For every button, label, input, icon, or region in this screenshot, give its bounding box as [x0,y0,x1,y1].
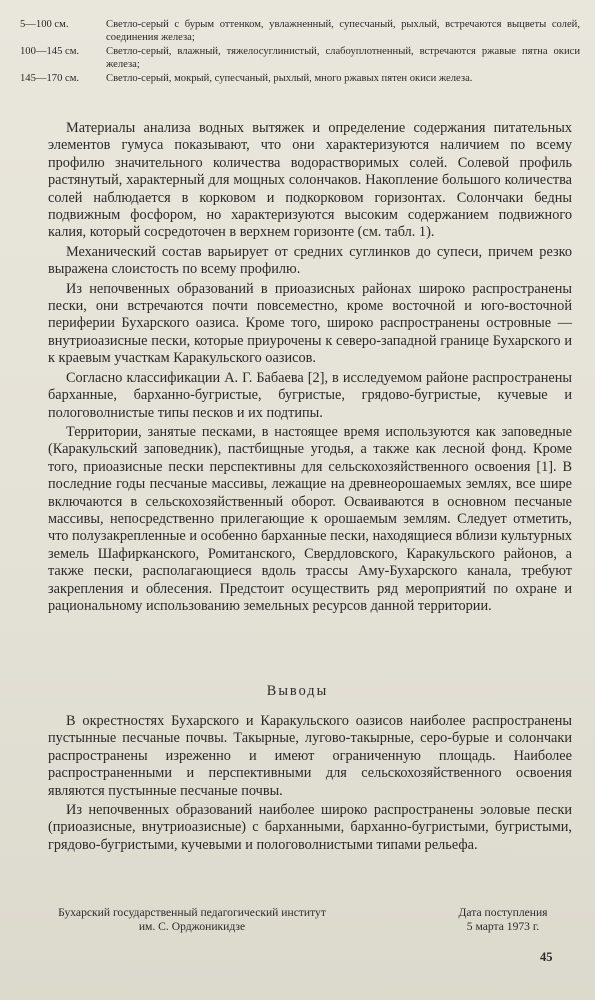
paragraph: Согласно классификации А. Г. Бабаева [2], в исследуемом районе распространены барханные, барханно-бугристые, бугристые, грядово-бугристые, кучевые и пологоволнистые типы песков и их подтипы. [48,369,572,421]
soil-horizon [20,18,580,44]
conclusion-paragraph: Из непочвенных образований наиболее широко распространены эоловые пески (приоазисные, внутриоазисные) с барханными, барханно-бугристыми, бугристыми, грядово-бугристыми, кучевыми и пологоволнистыми типами рельефа. [48,802,572,853]
horizon-depth: 5—100 см. [20,19,69,30]
institution-affiliation [22,906,362,934]
horizon-depth: 145—170 см. [20,73,80,84]
page-number: 45 [540,950,553,964]
soil-horizon [20,72,580,85]
paragraph: Из непочвенных образований в приоазисных районах широко распространены пески, они встречаются почти повсеместно, кроме восточной и юго-восточной периферии Бухарского оазиса. Кроме того, широко распространены островные — внутриоазисные пески, которые приурочены к северо-западной границе Бухарского и к краевым участкам Каракульского оазисов. [48,280,572,367]
soil-horizon [20,45,580,71]
main-text [48,120,572,617]
received-date [438,906,568,934]
horizon-description: Светло-серый с бурым оттенком, увлажненный, супесчаный, рыхлый, встречаются выцветы солей, соединения железа; [106,19,580,43]
institute-named-after: им. С. Орджоникидзе [138,920,246,933]
horizon-depth: 100—145 см. [20,46,80,57]
institute-name: Бухарский государственный педагогический институт [58,906,326,919]
horizon-description: Светло-серый, влажный, тяжелосуглинистый, слабоуплотненный, встречаются ржавые пятна окиси железа; [106,46,580,70]
soil-horizon-list [20,18,580,86]
received-value: 5 марта 1973 г. [466,920,540,933]
paragraph: Материалы анализа водных вытяжек и определение содержания питательных элементов гумуса показывают, что они характеризуются наличием по всему профилю значительного количества водорастворимых солей. Солевой профиль растянутый, характерный для мощных солончаков. Накопление большого количества солей наблюдается в корковом и подкорковом горизонтах. Солончаки бедны подвижным фосфором, но характеризуются высоким содержанием подвижного калия, который сосредоточен в верхнем горизонте (см. табл. 1). [48,120,572,241]
conclusions-heading: Выводы [266,683,329,699]
conclusion-paragraph: В окрестностях Бухарского и Каракульского оазисов наиболее распространены пустынные песчаные почвы. Такырные, лугово-такырные, серо-бурые и солончаки распространены изреженно и имеют ограниченную площадь. Наиболее распространенными и перспективными для сельскохозяйственного освоения являются пустынные песчаные почвы. [48,713,572,799]
paragraph: Территории, занятые песками, в настоящее время используются как заповедные (Каракульский заповедник), пастбищные угодья, а также как лесной фонд. Кроме того, приоазисные пески перспективны для сельскохозяйственного освоения [1]. В последние годы песчаные массивы, лежащие на древнеорошаемых землях, все шире включаются в сельскохозяйственный оборот. Осваиваются в основном песчаные массивы, непосредственно прилегающие к орошаемым землям. Следует отметить, что полузакрепленные и особенно барханные пески, находящиеся вблизи культурных земель Шафирканского, Ромитанского, Свердловского, Каракульского районов, а также пески, располагающиеся вдоль трассы Аму-Бухарского канала, требуют закрепления и облесения. Предстоит осуществить ряд мероприятий по охране и рациональному использованию земельных ресурсов данной территории. [48,423,572,614]
received-label: Дата поступления [458,906,548,919]
horizon-description: Светло-серый, мокрый, супесчаный, рыхлый, много ржавых пятен окиси железа. [106,73,473,84]
conclusions-text [48,713,572,856]
paragraph: Механический состав варьирует от средних суглинков до супеси, причем резко выражена слоистость по всему профилю. [48,243,572,278]
